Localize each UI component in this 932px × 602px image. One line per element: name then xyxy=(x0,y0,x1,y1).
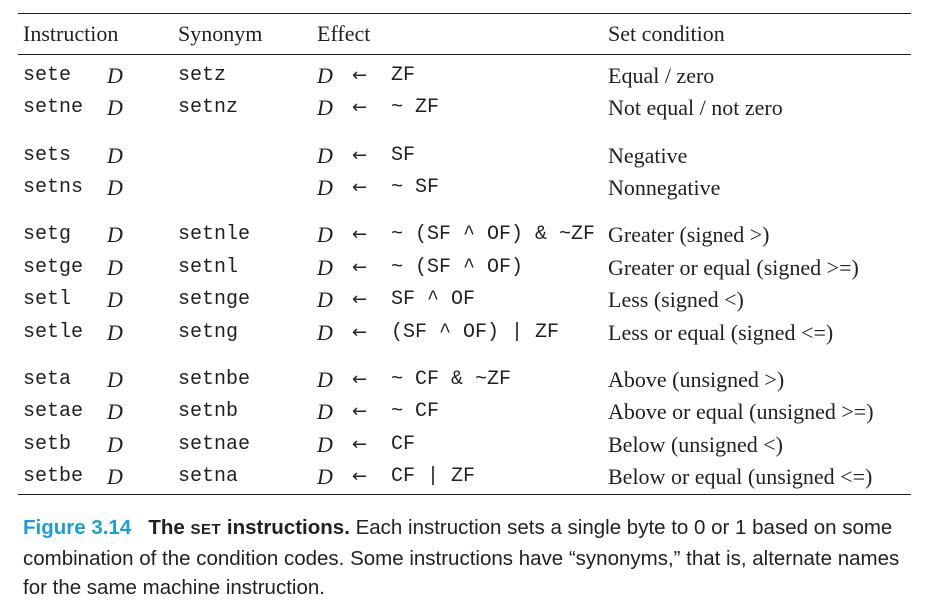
cell-instruction: setbe xyxy=(23,465,84,488)
cell-operand: D xyxy=(107,464,123,489)
cell-instruction: setb xyxy=(23,433,72,456)
cell-effect-expr: (SF ^ OF) | ZF xyxy=(391,321,560,344)
cell-effect-expr: SF xyxy=(391,144,416,167)
assign-arrow-icon: ← xyxy=(352,145,368,166)
assign-arrow-icon: ← xyxy=(352,369,368,390)
cell-operand: D xyxy=(107,175,123,200)
cell-synonym: setnle xyxy=(178,223,251,246)
table-row xyxy=(0,219,932,251)
caption-title-smallcaps: SET xyxy=(190,521,222,538)
cell-synonym: setnz xyxy=(178,96,239,119)
cell-effect-expr: ~ SF xyxy=(391,176,440,199)
table-bottom-rule xyxy=(18,494,911,495)
cell-effect-dest: D xyxy=(317,399,333,424)
cell-effect-expr: CF | ZF xyxy=(391,465,476,488)
table-row xyxy=(0,461,932,493)
cell-set-condition: Greater or equal (signed >=) xyxy=(608,255,859,280)
cell-operand: D xyxy=(107,432,123,457)
cell-set-condition: Below (unsigned <) xyxy=(608,432,783,457)
cell-instruction: sets xyxy=(23,144,72,167)
table-row xyxy=(0,317,932,349)
cell-operand: D xyxy=(107,320,123,345)
cell-operand: D xyxy=(107,222,123,247)
cell-effect-dest: D xyxy=(317,143,333,168)
cell-synonym: setnge xyxy=(178,288,251,311)
table-row xyxy=(0,252,932,284)
table-row xyxy=(0,172,932,204)
header-instruction: Instruction xyxy=(23,21,119,46)
cell-effect-expr: ~ (SF ^ OF) xyxy=(391,256,524,279)
cell-set-condition: Less or equal (signed <=) xyxy=(608,320,834,345)
assign-arrow-icon: ← xyxy=(352,65,368,86)
cell-effect-dest: D xyxy=(317,464,333,489)
cell-instruction: setge xyxy=(23,256,84,279)
cell-synonym: setz xyxy=(178,64,227,87)
cell-synonym: setnl xyxy=(178,256,239,279)
caption-title-suffix: instructions. xyxy=(221,516,350,539)
cell-operand: D xyxy=(107,255,123,280)
table-row xyxy=(0,92,932,124)
assign-arrow-icon: ← xyxy=(352,289,368,310)
cell-synonym: setnae xyxy=(178,433,251,456)
table-row xyxy=(0,284,932,316)
table-row xyxy=(0,429,932,461)
cell-effect-expr: ~ CF & ~ZF xyxy=(391,368,512,391)
cell-effect-expr: SF ^ OF xyxy=(391,288,476,311)
cell-effect-dest: D xyxy=(317,287,333,312)
cell-set-condition: Negative xyxy=(608,143,688,168)
assign-arrow-icon: ← xyxy=(352,177,368,198)
table-header-rule xyxy=(18,54,911,55)
cell-effect-expr: ZF xyxy=(391,64,416,87)
header-synonym: Synonym xyxy=(178,21,263,46)
cell-effect-dest: D xyxy=(317,320,333,345)
cell-effect-dest: D xyxy=(317,222,333,247)
cell-set-condition: Greater (signed >) xyxy=(608,222,770,247)
figure-caption xyxy=(23,513,918,602)
assign-arrow-icon: ← xyxy=(352,434,368,455)
cell-instruction: setae xyxy=(23,400,84,423)
assign-arrow-icon: ← xyxy=(352,401,368,422)
cell-effect-dest: D xyxy=(317,175,333,200)
cell-operand: D xyxy=(107,367,123,392)
table-top-rule xyxy=(18,13,911,14)
cell-effect-dest: D xyxy=(317,63,333,88)
cell-set-condition: Above (unsigned >) xyxy=(608,367,785,392)
cell-instruction: setg xyxy=(23,223,72,246)
cell-effect-dest: D xyxy=(317,367,333,392)
caption-title xyxy=(148,516,350,539)
table-row xyxy=(0,140,932,172)
assign-arrow-icon: ← xyxy=(352,322,368,343)
cell-set-condition: Less (signed <) xyxy=(608,287,744,312)
cell-set-condition: Not equal / not zero xyxy=(608,95,783,120)
cell-effect-expr: ~ CF xyxy=(391,400,440,423)
cell-synonym: setnb xyxy=(178,400,239,423)
cell-synonym: setna xyxy=(178,465,239,488)
cell-effect-dest: D xyxy=(317,95,333,120)
cell-instruction: seta xyxy=(23,368,72,391)
cell-effect-dest: D xyxy=(317,255,333,280)
cell-set-condition: Equal / zero xyxy=(608,63,715,88)
cell-operand: D xyxy=(107,287,123,312)
cell-set-condition: Below or equal (unsigned <=) xyxy=(608,464,873,489)
assign-arrow-icon: ← xyxy=(352,257,368,278)
table-row xyxy=(0,60,932,92)
cell-effect-expr: ~ (SF ^ OF) & ~ZF xyxy=(391,223,596,246)
cell-set-condition: Above or equal (unsigned >=) xyxy=(608,399,874,424)
table-row xyxy=(0,364,932,396)
caption-body: Each instruction sets a single byte to 0 or 1 based on some combination of the condition codes. Some instructions have “synonyms,” that is, alternate names for the same machine instruction. xyxy=(23,516,900,599)
cell-instruction: sete xyxy=(23,64,72,87)
cell-effect-expr: CF xyxy=(391,433,416,456)
cell-effect-dest: D xyxy=(317,432,333,457)
cell-operand: D xyxy=(107,63,123,88)
cell-operand: D xyxy=(107,143,123,168)
cell-synonym: setnbe xyxy=(178,368,251,391)
cell-synonym: setng xyxy=(178,321,239,344)
cell-set-condition: Nonnegative xyxy=(608,175,721,200)
cell-operand: D xyxy=(107,95,123,120)
header-set-condition: Set condition xyxy=(608,21,725,46)
cell-instruction: setne xyxy=(23,96,84,119)
cell-operand: D xyxy=(107,399,123,424)
table-row xyxy=(0,396,932,428)
assign-arrow-icon: ← xyxy=(352,466,368,487)
header-effect: Effect xyxy=(317,21,371,46)
cell-instruction: setns xyxy=(23,176,84,199)
caption-label: Figure 3.14 xyxy=(23,516,132,539)
caption-title-prefix: The xyxy=(148,516,191,539)
cell-instruction: setle xyxy=(23,321,84,344)
assign-arrow-icon: ← xyxy=(352,97,368,118)
cell-effect-expr: ~ ZF xyxy=(391,96,440,119)
assign-arrow-icon: ← xyxy=(352,224,368,245)
cell-instruction: setl xyxy=(23,288,72,311)
